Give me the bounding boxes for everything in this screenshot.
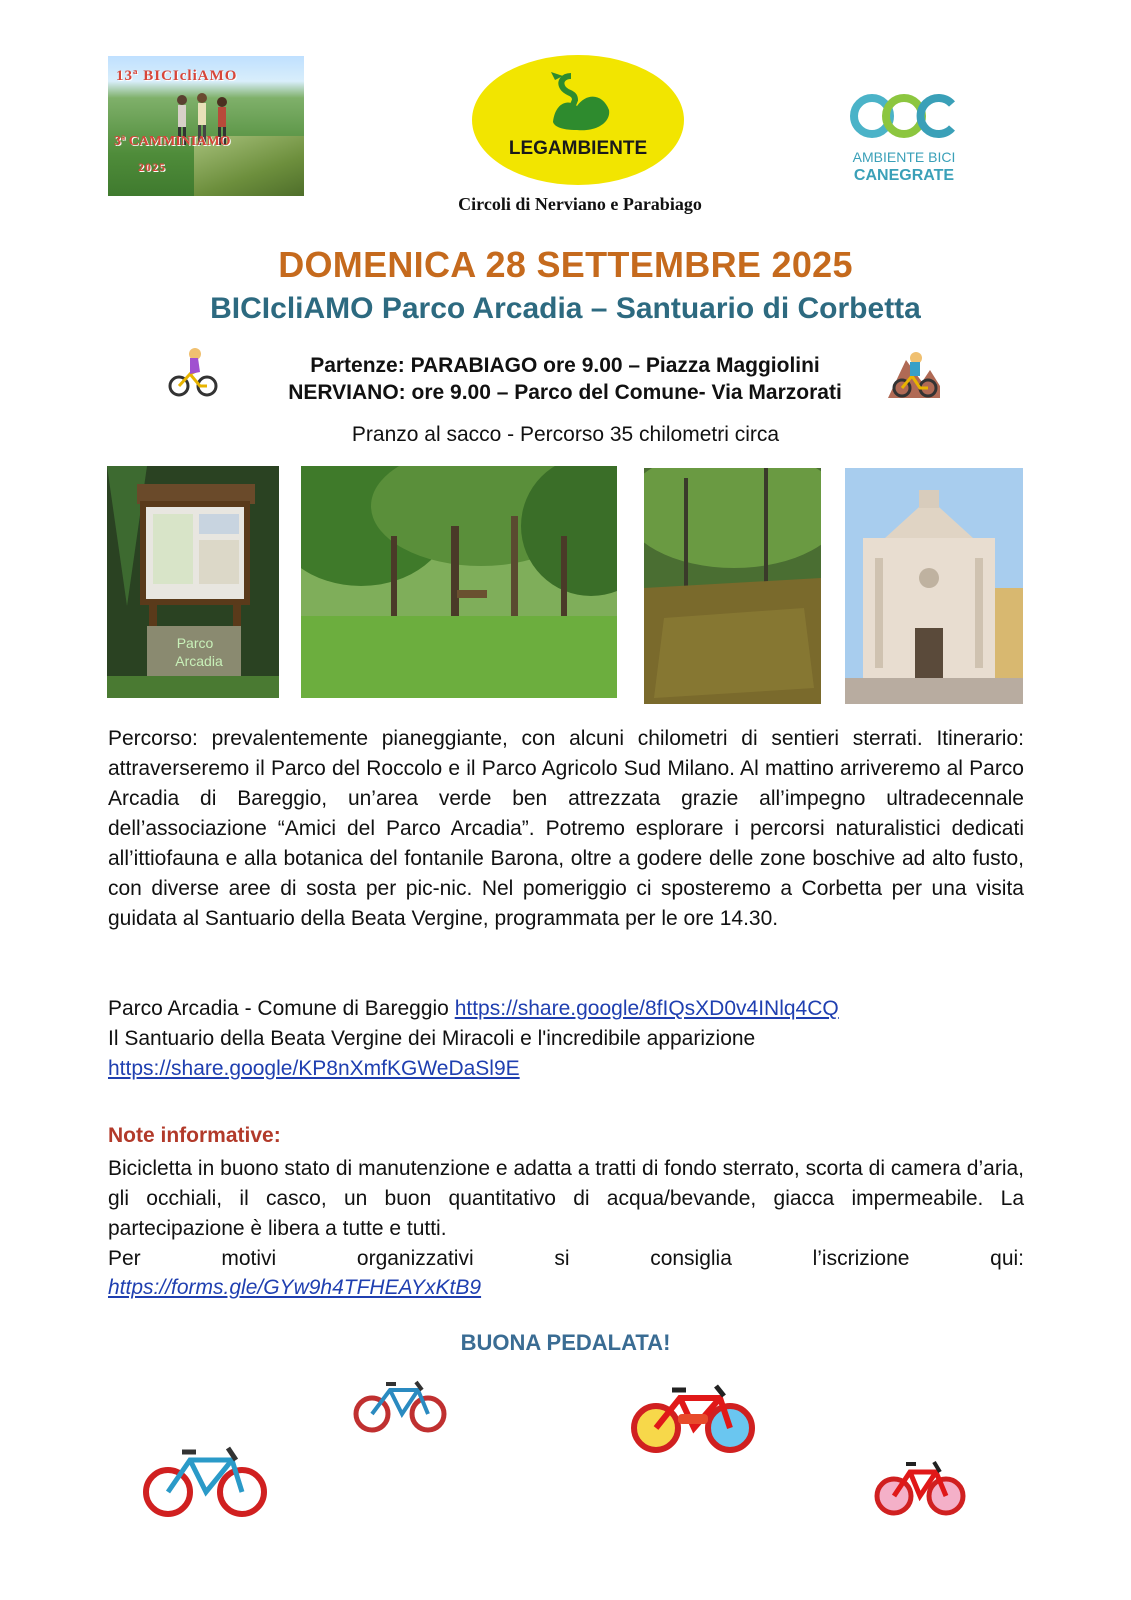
- departure-nerviano: NERVIANO: ore 9.00 – Parco del Comune- Via Marzorati: [288, 381, 842, 404]
- santuario-link-line: [108, 1054, 520, 1084]
- photo-santuario-corbetta: [845, 468, 1023, 704]
- word: l’iscrizione: [812, 1247, 910, 1270]
- word: organizzativi: [356, 1247, 474, 1270]
- departures-block: [230, 352, 900, 406]
- bicycle-icon: [628, 1374, 758, 1454]
- route-title: BICIcliAMO Parco Arcadia – Santuario di Corbetta: [210, 292, 921, 325]
- notes-paragraph: Bicicletta in buono stato di manutenzione e adatta a tratti di fondo sterrato, scorta di camera d’aria, gli occhiali, il casco, un buon quantitativo di acqua/bevande, giacca impermeabile. La partecipazione è libera a tutte e tutti.: [108, 1157, 1024, 1240]
- word: consiglia: [650, 1247, 732, 1270]
- arcadia-link-line: [108, 994, 839, 1024]
- bicicliamo-label: 13ª BICIcliAMO: [116, 68, 238, 84]
- departure-parabiago: Partenze: PARABIAGO ore 9.00 – Piazza Maggiolini: [310, 354, 820, 377]
- arcadia-link-label: Parco Arcadia - Comune di Bareggio: [108, 997, 449, 1020]
- logo-year: 2025: [138, 160, 166, 174]
- word: qui:: [990, 1247, 1024, 1270]
- closing-message: BUONA PEDALATA!: [460, 1330, 671, 1355]
- word: Per: [108, 1247, 141, 1270]
- arcadia-link[interactable]: https://share.google/8fIQsXD0v4INlq4CQ: [454, 997, 839, 1020]
- mountain-cyclist-icon: [888, 346, 940, 398]
- photo-park-sign: [107, 466, 279, 698]
- bicycle-icon: [140, 1438, 270, 1518]
- event-date-title: DOMENICA 28 SETTEMBRE 2025: [278, 244, 853, 285]
- legambiente-logo: [471, 54, 685, 186]
- word: si: [554, 1247, 570, 1270]
- sign-word-parco: Parco: [176, 635, 214, 651]
- word: motivi: [221, 1247, 277, 1270]
- legambiente-text: LEGAMBIENTE: [508, 138, 648, 159]
- registration-line: [108, 1244, 1024, 1274]
- circoli-label: Circoli di Nerviano e Parabiago: [458, 194, 702, 214]
- ambiente-bici-logo: [834, 60, 974, 210]
- pranzo-line: Pranzo al sacco - Percorso 35 chilometri circa: [351, 423, 780, 446]
- santuario-link-label: Il Santuario della Beata Vergine dei Miracoli e l'incredibile apparizione: [108, 1027, 756, 1050]
- bicycle-icon: [352, 1370, 448, 1436]
- registration-form-link[interactable]: https://forms.gle/GYw9h4TFHEAYxKtB9: [108, 1276, 482, 1299]
- photo-park-trees: [301, 466, 617, 698]
- ambiente-bici-text: AMBIENTE BICI: [852, 149, 956, 165]
- canegrate-text: CANEGRATE: [853, 167, 955, 184]
- sign-word-arcadia: Arcadia: [175, 653, 223, 669]
- bicycle-icon: [872, 1454, 968, 1518]
- bicicliamo-logo: [108, 56, 304, 196]
- cyclist-icon: [168, 346, 218, 398]
- description-paragraph: Percorso: prevalentemente pianeggiante, con alcuni chilometri di sentieri sterrati. Itinerario: attraverseremo il Parco del Roccolo e il Parco Agricolo Sud Milano. Al mattino arriveremo al Parco Arcadia di Bareggio, un’area verde ben attrezzata grazie all’impegno ultradecennale dell’associazione “Amici del Parco Arcadia”. Potremo esplorare i percorsi naturalistici dedicati all’ittiofauna e alla botanica del fontanile Barona, oltre a godere delle zone boschive ad alto fusto, con diverse aree di sosta per pic-nic. Nel pomeriggio ci sposteremo a Corbetta per una visita guidata al Santuario della Beata Vergine, programmata per le ore 14.30.: [108, 727, 1024, 930]
- photo-fontanile-water: [644, 468, 821, 704]
- notes-title: Note informative:: [108, 1124, 281, 1147]
- santuario-link[interactable]: https://share.google/KP8nXmfKGWeDaSl9E: [108, 1057, 520, 1080]
- form-link-line: [108, 1276, 481, 1300]
- camminiamo-label: 3ª CAMMINIAMO: [114, 134, 231, 149]
